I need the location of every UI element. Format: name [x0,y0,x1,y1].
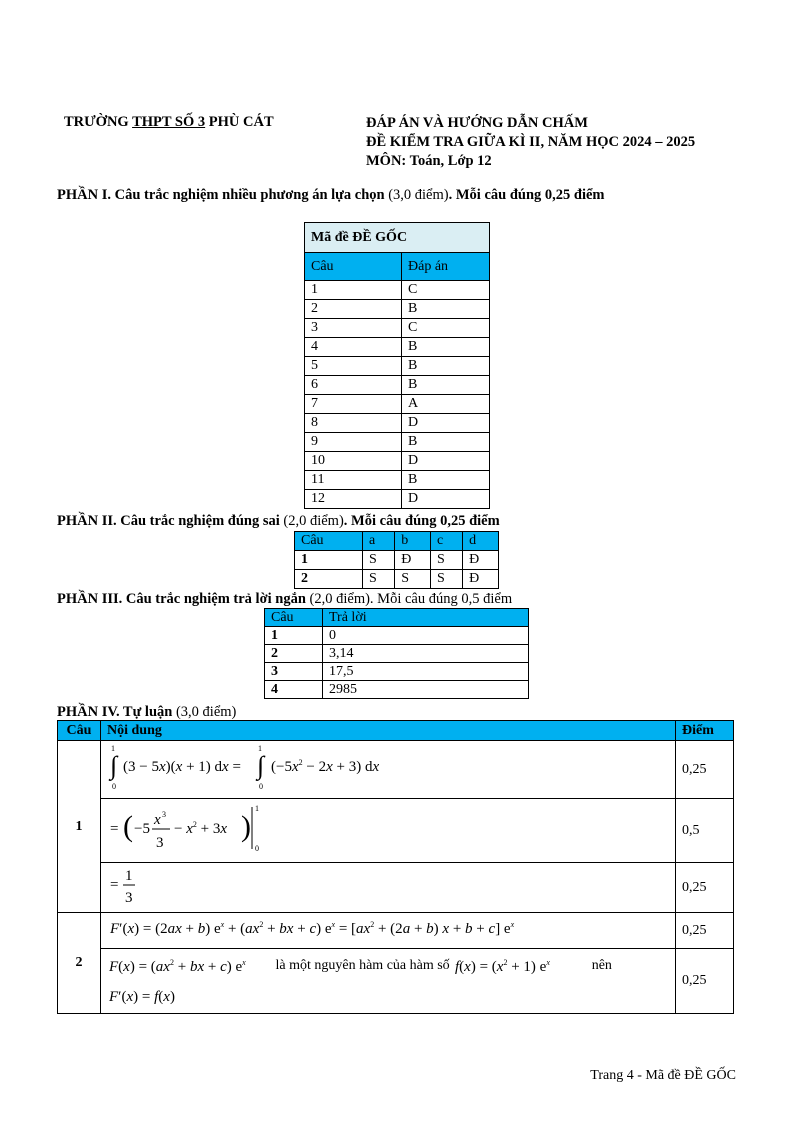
part2-row [295,551,499,570]
question-number: 8 [305,414,402,433]
part2-header-cell: a [363,532,395,551]
svg-text:(−5x2 − 2x + 3) dx: $(-5x^2 - 2x + 3)$ dx [271,758,380,775]
formula-F [107,955,272,977]
part1-row [305,452,490,471]
school-name: TRƯỜNG THPT SỐ 3 PHÙ CÁT [64,114,274,130]
q1-step-3 [58,863,734,913]
part3-row [265,645,529,663]
question-number: 11 [305,471,402,490]
part1-row [305,319,490,338]
svg-text:−5: −5 [134,821,150,837]
svg-text:1: 1 [258,744,262,753]
question-number: 10 [305,452,402,471]
col-cau: Câu [58,721,101,741]
part2-answer-table [294,531,499,589]
part1-rows [305,281,490,509]
answer-letter: B [402,471,490,490]
svg-text:0: 0 [259,782,263,791]
question-number: 2 [265,645,323,663]
true-false-cell: S [430,570,462,589]
q2-statement: $F(x) = (ax^2$ + bx + c) $e^x$ là một nguyên hàm của hàm số $f(x) = (x^2 + 1)$ $e^x$ nên F′(x) = f(x) [107,951,669,1011]
answer-letter: B [402,357,490,376]
answer-letter: B [402,338,490,357]
question-number: 6 [305,376,402,395]
q2-score-2: 0,25 [676,949,734,1014]
q1-formula-2 [101,799,676,863]
svg-text:∫: ∫ [257,751,265,780]
answer-letter: D [402,452,490,471]
answer-letter: B [402,300,490,319]
question-number: 2 [305,300,402,319]
svg-text:3: 3 [125,890,133,906]
svg-text:0: 0 [255,844,259,853]
formula-Fprime-eq-f [107,985,207,1007]
part1-row [305,471,490,490]
col-diem: Điểm [676,721,734,741]
title-line-3: MÔN: Toán, Lớp 12 [366,153,492,169]
q2-step-1 [58,913,734,949]
question-number: 7 [305,395,402,414]
part2-row [295,570,499,589]
col-noi-dung: Nội dung [101,721,676,741]
part2-header-cell: b [395,532,431,551]
q1-number: 1 [58,741,101,913]
q1-step-1 [58,741,734,799]
svg-text:=: = [110,877,119,893]
part3-row [265,681,529,699]
svg-text:=: = [110,821,119,837]
part2-header-cell: d [463,532,499,551]
formula-integral-1 [107,741,437,793]
exam-code-cell: Mã đề ĐỀ GỐC [305,223,490,253]
answer-letter: D [402,490,490,509]
true-false-cell: Đ [395,551,431,570]
question-number: 9 [305,433,402,452]
svg-text:3: 3 [156,835,164,851]
part1-row [305,395,490,414]
part3-header-cell: Trả lời [323,609,529,627]
answer-letter: A [402,395,490,414]
part2-header-cell: Câu [295,532,363,551]
answer-letter: B [402,376,490,395]
svg-text:− x2 + 3x: − $x^2 + 3x$ [174,820,228,837]
true-false-cell: Đ [463,551,499,570]
question-number: 3 [305,319,402,338]
question-number: 1 [295,551,363,570]
short-answer: 17,5 [323,663,529,681]
question-number: 12 [305,490,402,509]
short-answer: 0 [323,627,529,645]
question-number: 1 [305,281,402,300]
true-false-cell: S [395,570,431,589]
question-number: 1 [265,627,323,645]
answer-letter: B [402,433,490,452]
svg-text:): ) [241,810,251,843]
page-footer: Trang 4 - Mã đề ĐỀ GỐC [590,1068,736,1083]
part2-header-row [295,532,499,551]
q1-score-3: 0,25 [676,863,734,913]
part4-essay-table [57,720,734,1014]
question-number: 3 [265,663,323,681]
svg-text:1: 1 [255,804,259,813]
part3-header-row [265,609,529,627]
answer-letter: C [402,281,490,300]
svg-text:F′(x) = f(x): F′(x) = f(x) [109,988,175,1005]
svg-text:F(x) = (ax2 + bx + c) ex: $F(x) = (ax^2$ + bx + c) $e^x$ [109,957,246,975]
part1-row [305,490,490,509]
svg-text:1: 1 [111,744,115,753]
answer-letter: D [402,414,490,433]
short-answer: 3,14 [323,645,529,663]
part1-row [305,338,490,357]
col-question: Câu [305,253,402,281]
question-number: 5 [305,357,402,376]
formula-result [107,863,167,907]
q1-score-1: 0,25 [676,741,734,799]
part1-row [305,357,490,376]
svg-text:x: x [154,812,161,828]
svg-text:f(x) = (x2 + 1) ex: $f(x) = (x^2 + 1)$ $e^x$ [455,957,551,975]
part3-header-cell: Câu [265,609,323,627]
part1-row [305,300,490,319]
part1-row [305,281,490,300]
svg-text:1: 1 [125,868,133,884]
part2-header-cell: c [430,532,462,551]
q2-formula-1 [101,913,676,949]
part3-answer-table [264,608,529,699]
q2-formula-2 [101,949,676,1014]
svg-text:F′(x) = (2ax + b) ex + (ax2 +: F′(x) = (2ax + b) $e^x + (ax^2$ + bx + c) $e^x = [ax^2 + (2a + b) x + b + c]$ $e^x$ [110,920,515,937]
svg-text:3: 3 [162,810,166,819]
col-answer: Đáp án [402,253,490,281]
part3-row [265,663,529,681]
true-false-cell: Đ [463,570,499,589]
part1-row [305,414,490,433]
part1-row [305,433,490,452]
question-number: 4 [265,681,323,699]
part3-rows [265,627,529,699]
part1-row [305,376,490,395]
true-false-cell: S [363,551,395,570]
svg-text:(: ( [123,810,133,843]
short-answer: 2985 [323,681,529,699]
part1-heading: PHẦN I. Câu trắc nghiệm nhiều phương án lựa chọn (3,0 điểm). Mỗi câu đúng 0,25 điểm [57,187,605,203]
formula-antiderivative [107,799,307,857]
part1-answer-table [304,222,490,509]
svg-text:(3 − 5x)(x + 1) dx =: (3 − 5x)(x + 1) dx = [123,759,241,775]
part3-row [265,627,529,645]
question-number: 4 [305,338,402,357]
true-false-cell: S [363,570,395,589]
formula-f [453,955,588,977]
svg-text:0: 0 [112,782,116,791]
formula-derivative [107,913,647,943]
part4-header-row [58,721,734,741]
q1-score-2: 0,5 [676,799,734,863]
q2-step-2 [58,949,734,1014]
document-title [366,114,695,171]
q1-formula-3 [101,863,676,913]
q1-step-2 [58,799,734,863]
title-line-2: ĐỀ KIỂM TRA GIỮA KÌ II, NĂM HỌC 2024 – 2025 [366,134,696,150]
q2-number: 2 [58,913,101,1014]
title-line-1: ĐÁP ÁN VÀ HƯỚNG DẪN CHẤM [366,115,588,131]
part3-heading: PHẦN III. Câu trắc nghiệm trả lời ngắn (2,0 điểm). Mỗi câu đúng 0,5 điểm [57,591,513,607]
true-false-cell: S [430,551,462,570]
answer-letter: C [402,319,490,338]
svg-text:∫: ∫ [110,751,118,780]
part2-heading: PHẦN II. Câu trắc nghiệm đúng sai (2,0 điểm). Mỗi câu đúng 0,25 điểm [57,513,500,529]
q1-formula-1 [101,741,676,799]
part4-heading: PHẦN IV. Tự luận (3,0 điểm) [57,704,237,720]
question-number: 2 [295,570,363,589]
q2-score-1: 0,25 [676,913,734,949]
part2-rows [295,551,499,589]
